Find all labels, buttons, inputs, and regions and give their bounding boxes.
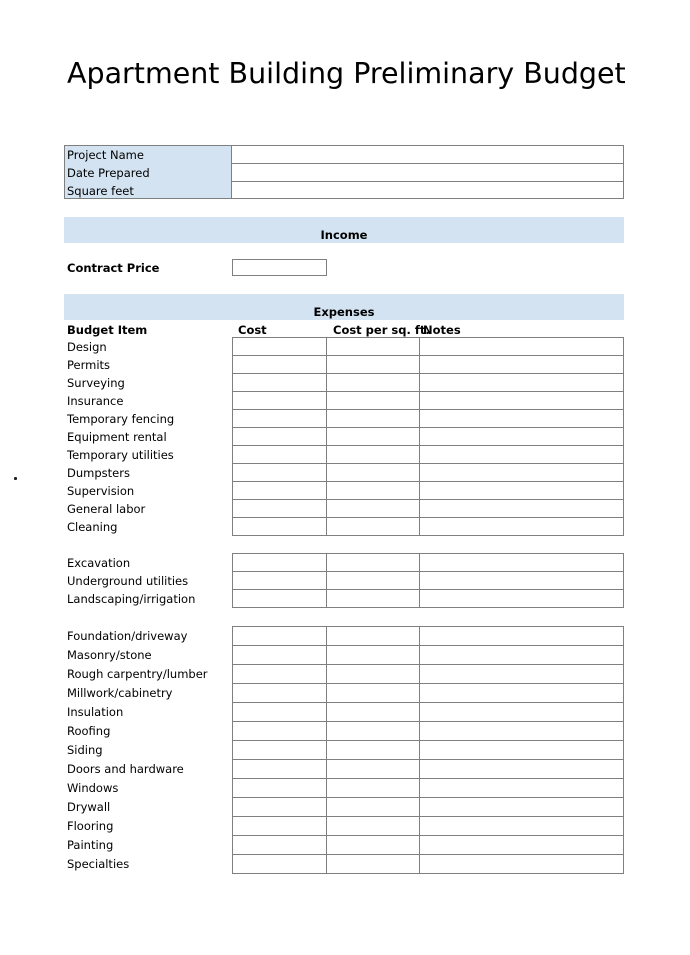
cost-cell[interactable] (232, 835, 327, 855)
cost-cell[interactable] (232, 797, 327, 817)
stray-mark (14, 477, 17, 480)
cost-cell[interactable] (232, 759, 327, 779)
budget-item-label: Roofing (67, 724, 111, 738)
budget-item-label: Supervision (67, 484, 135, 498)
project-name-label: Project Name (67, 148, 144, 162)
cost-cell[interactable] (232, 589, 327, 608)
cost-cell[interactable] (232, 571, 327, 590)
budget-item-label: Doors and hardware (67, 762, 184, 776)
budget-item-label: Equipment rental (67, 430, 167, 444)
budget-item-label: Flooring (67, 819, 114, 833)
cost-per-sqft-cell[interactable] (326, 553, 420, 572)
cost-cell[interactable] (232, 481, 327, 500)
cost-per-sqft-cell[interactable] (326, 683, 420, 703)
budget-item-label: Masonry/stone (67, 648, 152, 662)
notes-cell[interactable] (419, 797, 624, 817)
cost-per-sqft-cell[interactable] (326, 626, 420, 646)
budget-item-label: Painting (67, 838, 114, 852)
budget-item-label: Surveying (67, 376, 125, 390)
date-prepared-label: Date Prepared (67, 166, 150, 180)
expenses-heading: Expenses (313, 305, 375, 319)
budget-item-label: Temporary utilities (67, 448, 174, 462)
cost-per-sqft-cell[interactable] (326, 373, 420, 392)
cost-per-sqft-cell[interactable] (326, 427, 420, 446)
notes-cell[interactable] (419, 427, 624, 446)
cost-per-sqft-header: Cost per sq. ft. (333, 323, 430, 337)
cost-cell[interactable] (232, 373, 327, 392)
cost-per-sqft-cell[interactable] (326, 759, 420, 779)
notes-cell[interactable] (419, 337, 624, 356)
cost-header: Cost (238, 323, 267, 337)
cost-per-sqft-cell[interactable] (326, 517, 420, 536)
cost-per-sqft-cell[interactable] (326, 702, 420, 722)
cost-cell[interactable] (232, 854, 327, 874)
budget-item-label: Foundation/driveway (67, 629, 188, 643)
square-feet-label: Square feet (67, 184, 134, 198)
cost-per-sqft-cell[interactable] (326, 337, 420, 356)
notes-cell[interactable] (419, 481, 624, 500)
cost-cell[interactable] (232, 626, 327, 646)
cost-per-sqft-cell[interactable] (326, 481, 420, 500)
notes-cell[interactable] (419, 626, 624, 646)
notes-cell[interactable] (419, 664, 624, 684)
cost-cell[interactable] (232, 391, 327, 410)
budget-item-label: Siding (67, 743, 103, 757)
cost-per-sqft-cell[interactable] (326, 409, 420, 428)
notes-header: Notes (423, 323, 461, 337)
cost-per-sqft-cell[interactable] (326, 499, 420, 518)
cost-per-sqft-cell[interactable] (326, 797, 420, 817)
notes-cell[interactable] (419, 721, 624, 741)
cost-cell[interactable] (232, 740, 327, 760)
budget-item-header: Budget Item (67, 323, 148, 337)
cost-per-sqft-cell[interactable] (326, 664, 420, 684)
cost-cell[interactable] (232, 355, 327, 374)
notes-cell[interactable] (419, 517, 624, 536)
cost-per-sqft-cell[interactable] (326, 445, 420, 464)
notes-cell[interactable] (419, 778, 624, 798)
notes-cell[interactable] (419, 571, 624, 590)
budget-item-label: Excavation (67, 556, 131, 570)
budget-item-label: General labor (67, 502, 146, 516)
cost-cell[interactable] (232, 645, 327, 665)
budget-item-label: Permits (67, 358, 111, 372)
notes-cell[interactable] (419, 683, 624, 703)
cost-per-sqft-cell[interactable] (326, 778, 420, 798)
notes-cell[interactable] (419, 553, 624, 572)
budget-item-label: Cleaning (67, 520, 118, 534)
notes-cell[interactable] (419, 409, 624, 428)
cost-cell[interactable] (232, 664, 327, 684)
cost-per-sqft-cell[interactable] (326, 816, 420, 836)
cost-cell[interactable] (232, 409, 327, 428)
budget-item-label: Landscaping/irrigation (67, 592, 196, 606)
cost-cell[interactable] (232, 721, 327, 741)
budget-item-label: Drywall (67, 800, 111, 814)
budget-item-label: Rough carpentry/lumber (67, 667, 208, 681)
contract-price-field[interactable] (232, 259, 327, 276)
cost-cell[interactable] (232, 427, 327, 446)
contract-price-label: Contract Price (67, 261, 160, 275)
cost-cell[interactable] (232, 445, 327, 464)
cost-cell[interactable] (232, 778, 327, 798)
budget-item-label: Specialties (67, 857, 130, 871)
cost-per-sqft-cell[interactable] (326, 645, 420, 665)
budget-item-label: Dumpsters (67, 466, 130, 480)
cost-per-sqft-cell[interactable] (326, 391, 420, 410)
cost-cell[interactable] (232, 337, 327, 356)
notes-cell[interactable] (419, 740, 624, 760)
notes-cell[interactable] (419, 759, 624, 779)
project-name-field[interactable] (231, 145, 624, 164)
notes-cell[interactable] (419, 854, 624, 874)
income-heading: Income (320, 228, 368, 242)
cost-per-sqft-cell[interactable] (326, 854, 420, 874)
cost-cell[interactable] (232, 683, 327, 703)
notes-cell[interactable] (419, 355, 624, 374)
budget-item-label: Insurance (67, 394, 124, 408)
budget-item-label: Temporary fencing (67, 412, 175, 426)
notes-cell[interactable] (419, 463, 624, 482)
cost-per-sqft-cell[interactable] (326, 740, 420, 760)
notes-cell[interactable] (419, 835, 624, 855)
notes-cell[interactable] (419, 816, 624, 836)
cost-per-sqft-cell[interactable] (326, 721, 420, 741)
cost-cell[interactable] (232, 463, 327, 482)
cost-cell[interactable] (232, 553, 327, 572)
cost-cell[interactable] (232, 702, 327, 722)
cost-per-sqft-cell[interactable] (326, 571, 420, 590)
page-title: Apartment Building Preliminary Budget (67, 57, 626, 90)
notes-cell[interactable] (419, 391, 624, 410)
notes-cell[interactable] (419, 702, 624, 722)
notes-cell[interactable] (419, 499, 624, 518)
square-feet-field[interactable] (231, 181, 624, 199)
date-prepared-field[interactable] (231, 163, 624, 182)
budget-item-label: Windows (67, 781, 119, 795)
notes-cell[interactable] (419, 645, 624, 665)
budget-item-label: Millwork/cabinetry (67, 686, 173, 700)
cost-per-sqft-cell[interactable] (326, 835, 420, 855)
cost-cell[interactable] (232, 499, 327, 518)
notes-cell[interactable] (419, 445, 624, 464)
budget-item-label: Design (67, 340, 107, 354)
cost-per-sqft-cell[interactable] (326, 355, 420, 374)
cost-per-sqft-cell[interactable] (326, 589, 420, 608)
budget-item-label: Underground utilities (67, 574, 189, 588)
cost-cell[interactable] (232, 517, 327, 536)
budget-item-label: Insulation (67, 705, 124, 719)
cost-per-sqft-cell[interactable] (326, 463, 420, 482)
notes-cell[interactable] (419, 589, 624, 608)
cost-cell[interactable] (232, 816, 327, 836)
notes-cell[interactable] (419, 373, 624, 392)
